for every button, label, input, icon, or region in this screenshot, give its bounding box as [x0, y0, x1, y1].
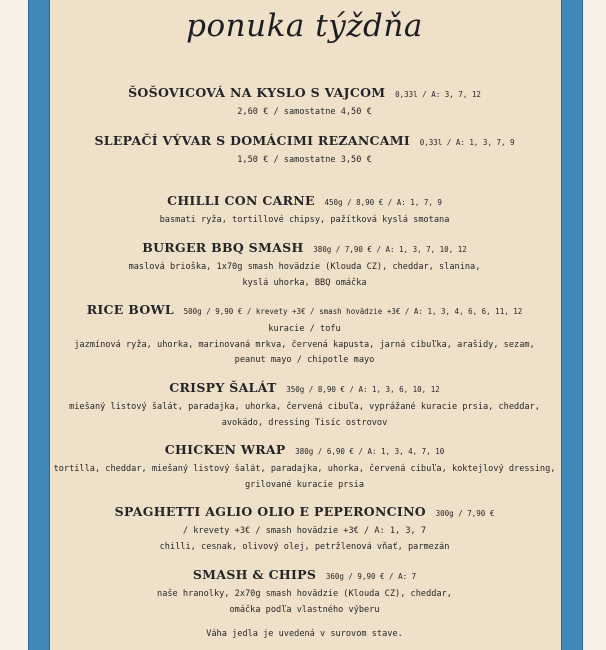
dish-name: BURGER BBQ SMASH — [142, 240, 304, 255]
menu-item-chilli-con-carne — [52, 190, 557, 229]
dish-meta: 380g / 7,90 € / A: 1, 3, 7, 10, 12 — [313, 245, 467, 254]
dish-meta: 0,33l / A: 3, 7, 12 — [395, 90, 481, 99]
dish-meta: 0,33l / A: 1, 3, 7, 9 — [419, 138, 515, 147]
menu-item-burger-bbq-smash — [52, 237, 557, 291]
dish-name: RICE BOWL — [86, 302, 174, 317]
page-left-margin — [0, 0, 28, 650]
menu-item-chicken-wrap — [52, 439, 557, 493]
dish-name: CHILLI CON CARNE — [167, 193, 315, 208]
dish-description: chilli, cesnak, olivový olej, petržlenová vňať, parmezán — [159, 541, 450, 552]
dish-description: kuracie / tofu — [268, 324, 341, 334]
dish-description: kyslá uhorka, BBQ omáčka — [242, 277, 367, 288]
dish-description: naše hranolky, 2x70g smash hovädzie (Klouda CZ), cheddar, — [157, 589, 452, 599]
menu-item-soup-chicken-broth — [52, 130, 557, 169]
dish-price-line: 2,60 € / samostatne 4,50 € — [237, 107, 372, 117]
weight-note: Váha jedla je uvedená v surovom stave. — [206, 629, 403, 639]
dish-meta: 500g / 9,90 € / krevety +3€ / smash hovädzie +3€ / A: 1, 3, 4, 6, 6, 11, 12 — [183, 307, 523, 316]
dish-name: SPAGHETTI AGLIO OLIO E PEPERONCINO — [114, 504, 426, 519]
menu-card — [52, 0, 557, 650]
menu-item-spaghetti-aglio-olio — [52, 501, 557, 555]
dish-description: jazmínová ryža, uhorka, marinovaná mrkva, červená kapusta, jarná cibuľka, arašidy, sezam, — [74, 339, 535, 350]
dish-meta: 380g / 6,90 € / A: 1, 3, 4, 7, 10 — [295, 447, 445, 456]
dish-meta: 360g / 9,90 € / A: 7 — [325, 572, 417, 581]
dish-description: peanut mayo / chipotle mayo — [234, 355, 375, 365]
dish-description: maslová brioška, 1x70g smash hovädzie (Klouda CZ), cheddar, slanina, — [128, 262, 481, 272]
page-right-margin — [583, 0, 606, 650]
dish-meta: 350g / 8,90 € / A: 1, 3, 6, 10, 12 — [286, 385, 440, 394]
menu-item-crispy-salad — [52, 377, 557, 431]
dish-description: avokádo, dressing Tisíc ostrovov — [221, 417, 388, 428]
dish-name: SLEPAČÍ VÝVAR S DOMÁCIMI REZANCAMI — [94, 133, 411, 148]
dish-description: omáčka podľa vlastného výberu — [229, 604, 380, 615]
dish-meta: 300g / 7,90 € — [435, 509, 495, 518]
right-blue-border — [561, 0, 583, 650]
dish-name: CRISPY ŠALÁT — [169, 380, 277, 395]
menu-item-smash-and-chips — [52, 564, 557, 618]
dish-name: ŠOŠOVICOVÁ NA KYSLO S VAJCOM — [128, 85, 386, 100]
menu-item-rice-bowl — [52, 299, 557, 369]
dish-name: CHICKEN WRAP — [164, 442, 286, 457]
menu-item-soup-lentil — [52, 82, 557, 121]
dish-price-line: 1,50 € / samostatne 3,50 € — [237, 155, 372, 165]
dish-extras: / krevety +3€ / smash hovädzie +3€ / A: 1, 3, 7 — [182, 526, 427, 536]
left-blue-border — [28, 0, 50, 650]
dish-description: tortilla, cheddar, miešaný listový šalát, paradajka, uhorka, červená cibuľa, koktejlový dressing, — [53, 464, 556, 474]
dish-description: basmati ryža, tortillové chipsy, pažítková kyslá smotana — [159, 215, 450, 225]
dish-description: miešaný listový šalát, paradajka, uhorka, červená cibuľa, vyprážané kuracie prsia, cheddar, — [69, 402, 540, 412]
dish-meta: 450g / 8,90 € / A: 1, 7, 9 — [324, 198, 442, 207]
dish-description: grilované kuracie prsia — [245, 479, 364, 490]
menu-title: ponuka týždňa — [186, 8, 423, 44]
dish-name: SMASH & CHIPS — [192, 567, 317, 582]
